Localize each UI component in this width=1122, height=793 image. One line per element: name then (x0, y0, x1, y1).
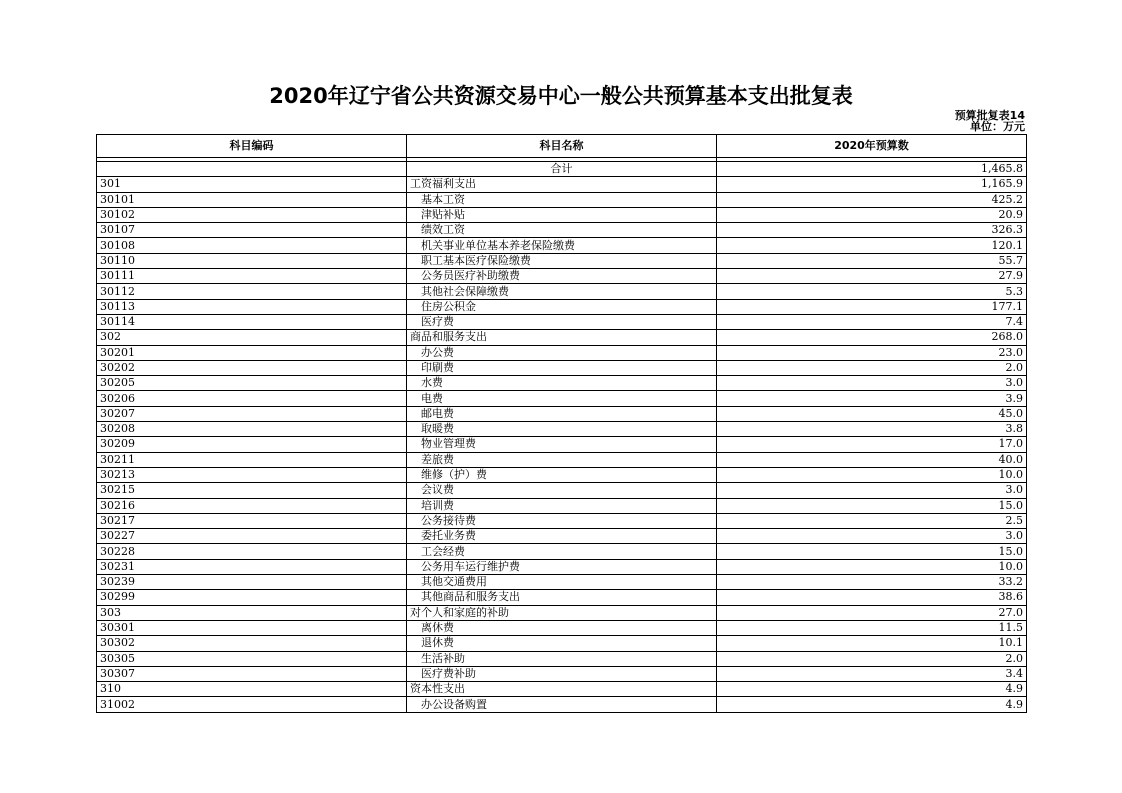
subject-name-cell: 印刷费 (407, 360, 717, 375)
budget-amount-cell: 20.9 (717, 207, 1027, 222)
subject-code-cell: 30216 (97, 498, 407, 513)
subject-code-cell: 30307 (97, 666, 407, 681)
header-name: 科目名称 (407, 135, 717, 158)
budget-amount-cell: 120.1 (717, 238, 1027, 253)
table-row (97, 590, 1027, 605)
subject-code-cell: 30208 (97, 422, 407, 437)
table-header-row (97, 135, 1027, 158)
budget-amount-cell: 40.0 (717, 452, 1027, 467)
table-row (97, 422, 1027, 437)
table-row (97, 269, 1027, 284)
subject-name-cell: 其他交通费用 (407, 575, 717, 590)
budget-amount-cell: 3.0 (717, 376, 1027, 391)
table-row (97, 376, 1027, 391)
table-row (97, 223, 1027, 238)
subject-code-cell: 30227 (97, 529, 407, 544)
budget-amount-cell: 7.4 (717, 314, 1027, 329)
table-row (97, 467, 1027, 482)
subject-code-cell: 30201 (97, 345, 407, 360)
subject-name-cell: 办公费 (407, 345, 717, 360)
subject-code-cell: 30110 (97, 253, 407, 268)
unit-label: 单位：万元 (970, 120, 1025, 133)
table-number: 预算批复表14 (954, 109, 1025, 122)
subject-name-cell: 商品和服务支出 (407, 330, 717, 345)
budget-amount-cell: 3.4 (717, 666, 1027, 681)
subject-name-cell: 会议费 (407, 483, 717, 498)
subject-name-cell: 公务员医疗补助缴费 (407, 269, 717, 284)
table-row (97, 666, 1027, 681)
subject-name-cell: 对个人和家庭的补助 (407, 605, 717, 620)
subject-code-cell: 30228 (97, 544, 407, 559)
total-row (97, 162, 1027, 177)
total-code-cell (97, 162, 407, 177)
subject-code-cell: 30111 (97, 269, 407, 284)
subject-code-cell: 30207 (97, 406, 407, 421)
table-row (97, 437, 1027, 452)
budget-amount-cell: 4.9 (717, 697, 1027, 712)
table-row (97, 605, 1027, 620)
subject-code-cell: 30101 (97, 192, 407, 207)
subject-code-cell: 31002 (97, 697, 407, 712)
total-amount-cell: 1,465.8 (717, 162, 1027, 177)
table-row (97, 620, 1027, 635)
subject-code-cell: 30231 (97, 559, 407, 574)
subject-code-cell: 302 (97, 330, 407, 345)
budget-amount-cell: 3.8 (717, 422, 1027, 437)
table-row (97, 192, 1027, 207)
budget-amount-cell: 425.2 (717, 192, 1027, 207)
budget-amount-cell: 10.1 (717, 636, 1027, 651)
subject-code-cell: 30205 (97, 376, 407, 391)
budget-amount-cell: 10.0 (717, 467, 1027, 482)
budget-amount-cell: 2.0 (717, 360, 1027, 375)
subject-code-cell: 30112 (97, 284, 407, 299)
budget-amount-cell: 10.0 (717, 559, 1027, 574)
subject-name-cell: 差旅费 (407, 452, 717, 467)
subject-code-cell: 30102 (97, 207, 407, 222)
subject-name-cell: 水费 (407, 376, 717, 391)
subject-name-cell: 绩效工资 (407, 223, 717, 238)
table-row (97, 253, 1027, 268)
table-row (97, 651, 1027, 666)
subject-name-cell: 工资福利支出 (407, 177, 717, 192)
total-name-cell: 合计 (407, 162, 717, 177)
budget-amount-cell: 177.1 (717, 299, 1027, 314)
subject-name-cell: 维修（护）费 (407, 467, 717, 482)
subject-name-cell: 职工基本医疗保险缴费 (407, 253, 717, 268)
table-row (97, 498, 1027, 513)
header-amount: 2020年预算数 (717, 135, 1027, 158)
subject-code-cell: 30301 (97, 620, 407, 635)
subject-code-cell: 30202 (97, 360, 407, 375)
subject-name-cell: 基本工资 (407, 192, 717, 207)
subject-code-cell: 30211 (97, 452, 407, 467)
table-row (97, 299, 1027, 314)
subject-name-cell: 取暖费 (407, 422, 717, 437)
subject-code-cell: 30213 (97, 467, 407, 482)
subject-code-cell: 30206 (97, 391, 407, 406)
budget-amount-cell: 3.0 (717, 529, 1027, 544)
budget-amount-cell: 2.0 (717, 651, 1027, 666)
budget-amount-cell: 17.0 (717, 437, 1027, 452)
subject-name-cell: 生活补助 (407, 651, 717, 666)
table-row (97, 452, 1027, 467)
subject-name-cell: 住房公积金 (407, 299, 717, 314)
table-row (97, 682, 1027, 697)
budget-amount-cell: 11.5 (717, 620, 1027, 635)
subject-code-cell: 30305 (97, 651, 407, 666)
subject-name-cell: 其他商品和服务支出 (407, 590, 717, 605)
subject-name-cell: 培训费 (407, 498, 717, 513)
budget-amount-cell: 268.0 (717, 330, 1027, 345)
subject-code-cell: 30114 (97, 314, 407, 329)
subject-code-cell: 30209 (97, 437, 407, 452)
subject-name-cell: 公务接待费 (407, 513, 717, 528)
budget-amount-cell: 15.0 (717, 498, 1027, 513)
subject-name-cell: 委托业务费 (407, 529, 717, 544)
subject-name-cell: 退休费 (407, 636, 717, 651)
subject-code-cell: 30107 (97, 223, 407, 238)
budget-amount-cell: 23.0 (717, 345, 1027, 360)
subject-name-cell: 办公设备购置 (407, 697, 717, 712)
subject-code-cell: 303 (97, 605, 407, 620)
subject-code-cell: 30108 (97, 238, 407, 253)
subject-code-cell: 30217 (97, 513, 407, 528)
budget-table (96, 134, 1027, 713)
budget-amount-cell: 326.3 (717, 223, 1027, 238)
budget-amount-cell: 4.9 (717, 682, 1027, 697)
subject-name-cell: 公务用车运行维护费 (407, 559, 717, 574)
subject-name-cell: 工会经费 (407, 544, 717, 559)
table-row (97, 559, 1027, 574)
subject-code-cell: 310 (97, 682, 407, 697)
budget-amount-cell: 3.9 (717, 391, 1027, 406)
table-row (97, 406, 1027, 421)
table-row (97, 513, 1027, 528)
header-code: 科目编码 (97, 135, 407, 158)
table-row (97, 314, 1027, 329)
budget-amount-cell: 15.0 (717, 544, 1027, 559)
subject-name-cell: 物业管理费 (407, 437, 717, 452)
subject-name-cell: 医疗费补助 (407, 666, 717, 681)
subject-code-cell: 30113 (97, 299, 407, 314)
table-row (97, 238, 1027, 253)
subject-name-cell: 机关事业单位基本养老保险缴费 (407, 238, 717, 253)
table-row (97, 391, 1027, 406)
table-row (97, 544, 1027, 559)
subject-name-cell: 资本性支出 (407, 682, 717, 697)
subject-code-cell: 30299 (97, 590, 407, 605)
table-row (97, 360, 1027, 375)
subject-name-cell: 其他社会保障缴费 (407, 284, 717, 299)
budget-amount-cell: 33.2 (717, 575, 1027, 590)
table-row (97, 636, 1027, 651)
budget-amount-cell: 2.5 (717, 513, 1027, 528)
table-row (97, 483, 1027, 498)
table-row (97, 697, 1027, 712)
document-title: 2020年辽宁省公共资源交易中心一般公共预算基本支出批复表 (269, 84, 853, 108)
budget-amount-cell: 27.9 (717, 269, 1027, 284)
budget-amount-cell: 45.0 (717, 406, 1027, 421)
subject-name-cell: 电费 (407, 391, 717, 406)
budget-amount-cell: 5.3 (717, 284, 1027, 299)
subject-code-cell: 30215 (97, 483, 407, 498)
table-body (97, 162, 1027, 713)
subject-name-cell: 津贴补贴 (407, 207, 717, 222)
budget-amount-cell: 1,165.9 (717, 177, 1027, 192)
table-row (97, 529, 1027, 544)
subject-name-cell: 医疗费 (407, 314, 717, 329)
table-row (97, 330, 1027, 345)
subject-code-cell: 30302 (97, 636, 407, 651)
table-row (97, 177, 1027, 192)
subject-name-cell: 邮电费 (407, 406, 717, 421)
table-row (97, 575, 1027, 590)
budget-amount-cell: 38.6 (717, 590, 1027, 605)
table-row (97, 207, 1027, 222)
subject-code-cell: 301 (97, 177, 407, 192)
subject-name-cell: 离休费 (407, 620, 717, 635)
table-row (97, 345, 1027, 360)
subject-code-cell: 30239 (97, 575, 407, 590)
budget-amount-cell: 3.0 (717, 483, 1027, 498)
budget-amount-cell: 55.7 (717, 253, 1027, 268)
budget-amount-cell: 27.0 (717, 605, 1027, 620)
table-row (97, 284, 1027, 299)
